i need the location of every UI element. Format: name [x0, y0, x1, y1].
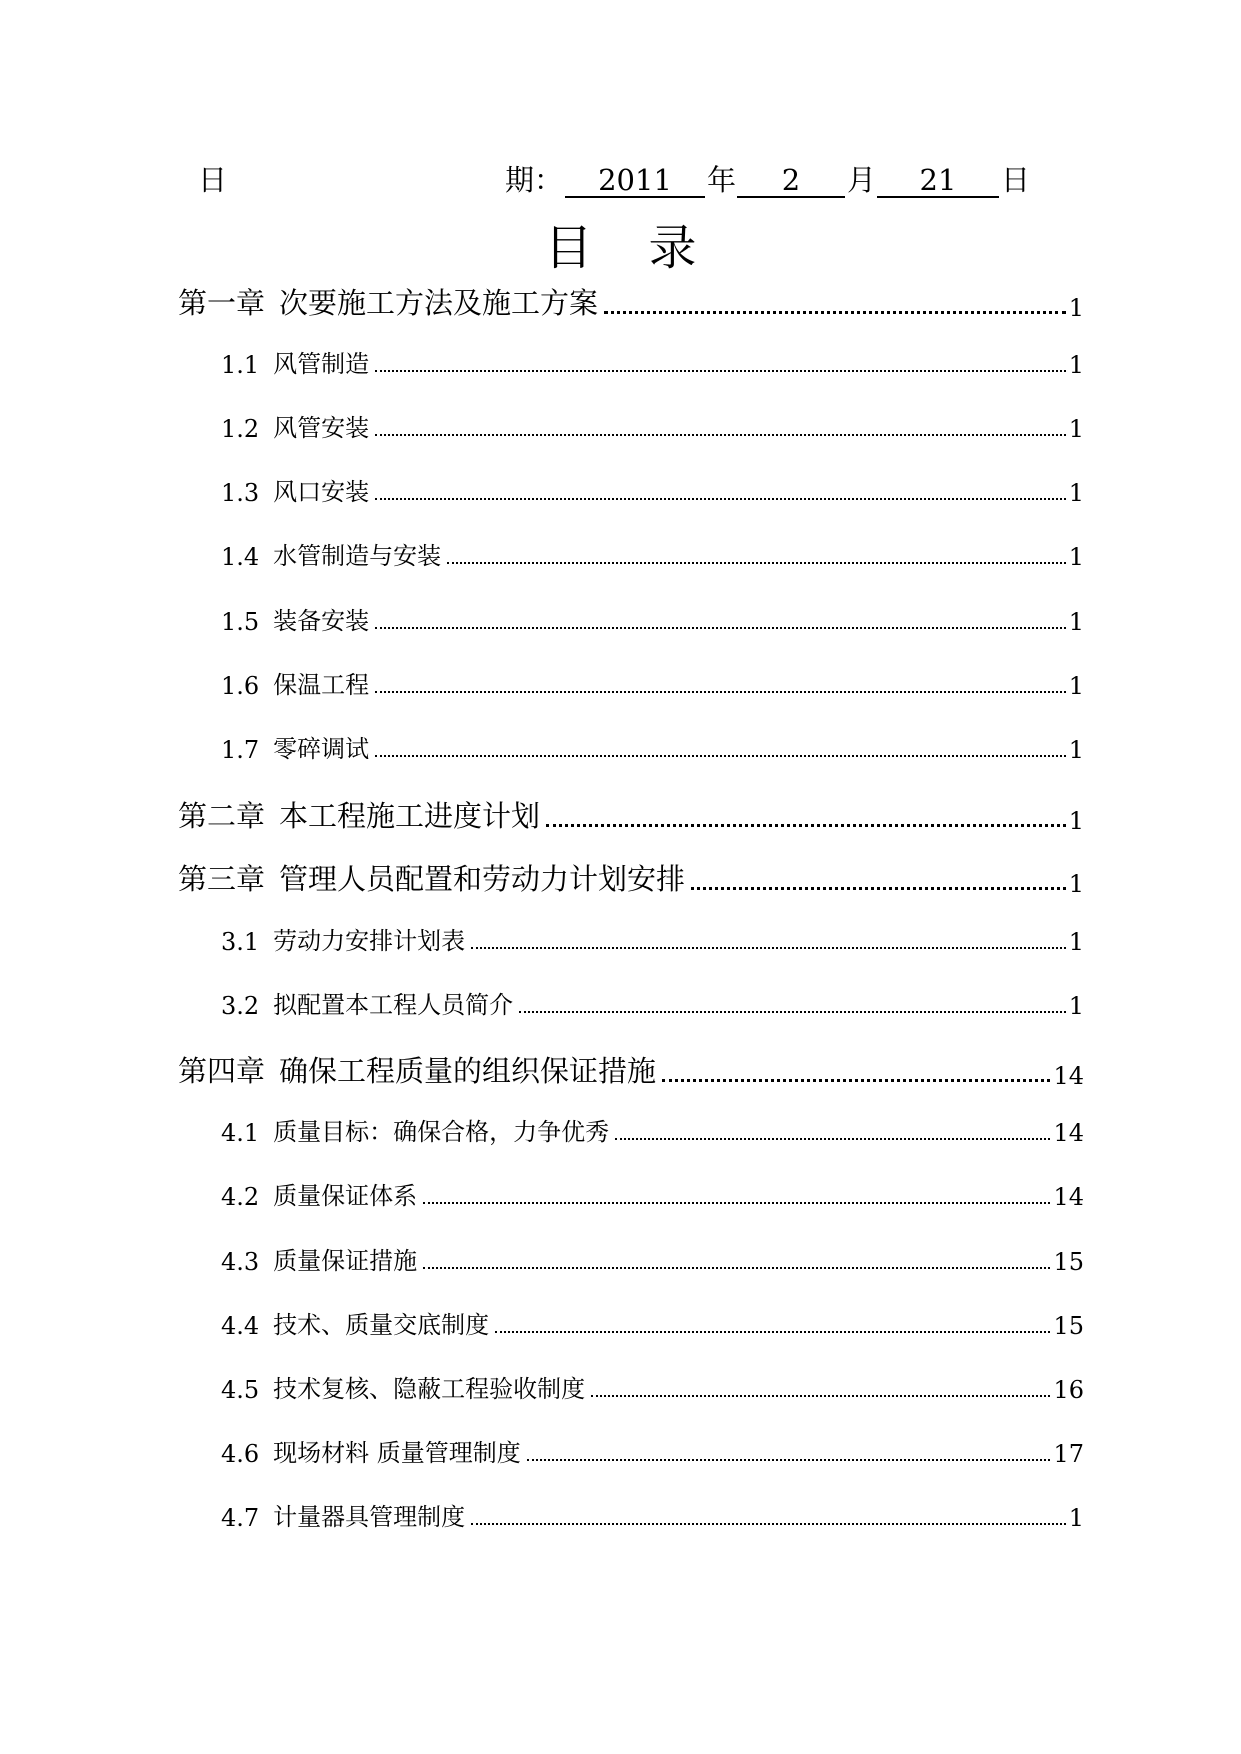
toc-entry-page-number: 1 — [1068, 870, 1084, 898]
toc-entry-number: 3.1 — [221, 928, 260, 956]
toc-entry-label: 零碎调试 — [273, 735, 370, 763]
toc-entry-label: 计量器具管理制度 — [273, 1503, 466, 1531]
toc-dot-leader — [527, 1458, 1051, 1461]
toc-entry-page-number: 1 — [1068, 1504, 1084, 1532]
toc-entry-label: 管理人员配置和劳动力计划安排 — [279, 862, 686, 896]
toc-entry-page-number: 1 — [1068, 928, 1084, 956]
toc-dot-leader — [691, 886, 1066, 890]
date-label-left: 日 — [198, 163, 228, 197]
toc-entry-label: 劳动力安排计划表 — [273, 927, 466, 955]
toc-entry-label: 保温工程 — [273, 671, 370, 699]
toc-dot-leader — [375, 754, 1066, 757]
toc-entry-label: 风口安装 — [273, 478, 370, 506]
toc-dot-leader — [375, 626, 1066, 629]
toc-entry-number: 1.1 — [221, 351, 260, 379]
toc-entry-number: 第一章 — [178, 286, 266, 320]
toc-entry-number: 1.5 — [221, 608, 260, 636]
toc-entry-number: 4.1 — [221, 1119, 260, 1147]
toc-entry-number: 4.7 — [221, 1504, 260, 1532]
date-label-right: 期： — [505, 163, 564, 197]
toc-entry-label: 技术复核、隐蔽工程验收制度 — [273, 1375, 586, 1403]
toc-entry-label: 水管制造与安装 — [273, 542, 442, 570]
toc-entry-page-number: 16 — [1053, 1376, 1084, 1404]
toc-entry-page-number: 14 — [1053, 1183, 1084, 1211]
toc-section-entry[interactable] — [221, 537, 1084, 571]
toc-entry-label: 质量目标：确保合格，力争优秀 — [273, 1118, 610, 1146]
toc-entry-number: 1.4 — [221, 543, 260, 571]
toc-entry-number: 4.2 — [221, 1183, 260, 1211]
toc-entry-label: 本工程施工进度计划 — [279, 799, 541, 833]
toc-entry-page-number: 14 — [1053, 1119, 1084, 1147]
date-month: 2 — [737, 160, 845, 198]
toc-section-entry[interactable] — [221, 409, 1084, 443]
toc-entry-page-number: 1 — [1068, 294, 1084, 322]
toc-title: 目录 — [544, 220, 753, 276]
toc-dot-leader — [615, 1137, 1050, 1140]
toc-chapter-entry[interactable] — [178, 1050, 1084, 1090]
toc-section-entry[interactable] — [221, 986, 1084, 1020]
toc-dot-leader — [546, 823, 1066, 827]
toc-entry-number: 第三章 — [178, 862, 266, 896]
toc-dot-leader — [423, 1201, 1050, 1204]
toc-dot-leader — [471, 946, 1066, 949]
toc-entry-page-number: 1 — [1068, 992, 1084, 1020]
toc-dot-leader — [423, 1266, 1050, 1269]
toc-chapter-entry[interactable] — [178, 282, 1084, 322]
toc-entry-page-number: 14 — [1053, 1062, 1084, 1090]
toc-dot-leader — [591, 1394, 1050, 1397]
toc-dot-leader — [471, 1522, 1066, 1525]
toc-dot-leader — [604, 310, 1066, 314]
date-line — [0, 160, 1241, 200]
toc-section-entry[interactable] — [221, 730, 1084, 764]
toc-entry-number: 第二章 — [178, 799, 266, 833]
toc-entry-number: 1.2 — [221, 415, 260, 443]
toc-section-entry[interactable] — [221, 922, 1084, 956]
toc-section-entry[interactable] — [221, 666, 1084, 700]
toc-entry-page-number: 1 — [1068, 608, 1084, 636]
toc-entry-label: 质量保证体系 — [273, 1182, 418, 1210]
toc-entry-label: 现场材料 质量管理制度 — [273, 1439, 521, 1467]
toc-entry-page-number: 1 — [1068, 351, 1084, 379]
toc-entry-page-number: 17 — [1053, 1440, 1084, 1468]
toc-entry-number: 1.3 — [221, 479, 260, 507]
toc-dot-leader — [375, 690, 1066, 693]
toc-entry-page-number: 1 — [1068, 807, 1084, 835]
toc-entry-number: 1.7 — [221, 736, 260, 764]
toc-entry-page-number: 1 — [1068, 479, 1084, 507]
toc-dot-leader — [447, 561, 1066, 564]
toc-chapter-entry[interactable] — [178, 858, 1084, 898]
toc-section-entry[interactable] — [221, 345, 1084, 379]
date-month-unit: 月 — [847, 163, 877, 197]
toc-entry-page-number: 15 — [1053, 1312, 1084, 1340]
toc-entry-label: 风管制造 — [273, 350, 370, 378]
toc-section-entry[interactable] — [221, 1434, 1084, 1468]
toc-entry-page-number: 1 — [1068, 543, 1084, 571]
toc-section-entry[interactable] — [221, 1242, 1084, 1276]
toc-section-entry[interactable] — [221, 1370, 1084, 1404]
toc-entry-page-number: 1 — [1068, 736, 1084, 764]
toc-dot-leader — [495, 1330, 1050, 1333]
date-year: 2011 — [565, 160, 705, 198]
toc-entry-label: 质量保证措施 — [273, 1247, 418, 1275]
toc-dot-leader — [375, 433, 1066, 436]
toc-entry-number: 4.5 — [221, 1376, 260, 1404]
toc-entry-page-number: 1 — [1068, 415, 1084, 443]
toc-section-entry[interactable] — [221, 1177, 1084, 1211]
toc-entry-number: 4.6 — [221, 1440, 260, 1468]
toc-entry-label: 风管安装 — [273, 414, 370, 442]
toc-section-entry[interactable] — [221, 1498, 1084, 1532]
toc-chapter-entry[interactable] — [178, 795, 1084, 835]
toc-entry-label: 拟配置本工程人员简介 — [273, 991, 514, 1019]
toc-entry-page-number: 15 — [1053, 1248, 1084, 1276]
toc-entry-page-number: 1 — [1068, 672, 1084, 700]
date-day-unit: 日 — [1001, 163, 1031, 197]
toc-dot-leader — [662, 1078, 1050, 1082]
toc-dot-leader — [375, 369, 1066, 372]
toc-section-entry[interactable] — [221, 1113, 1084, 1147]
toc-section-entry[interactable] — [221, 1306, 1084, 1340]
toc-entry-number: 3.2 — [221, 992, 260, 1020]
toc-entry-label: 确保工程质量的组织保证措施 — [279, 1054, 657, 1088]
toc-entry-label: 次要施工方法及施工方案 — [279, 286, 599, 320]
date-day: 21 — [877, 160, 999, 198]
toc-entry-label: 技术、质量交底制度 — [273, 1311, 490, 1339]
toc-section-entry[interactable] — [221, 602, 1084, 636]
toc-section-entry[interactable] — [221, 473, 1084, 507]
toc-entry-label: 装备安装 — [273, 607, 370, 635]
toc-entry-number: 4.3 — [221, 1248, 260, 1276]
toc-entry-number: 1.6 — [221, 672, 260, 700]
toc-entry-number: 第四章 — [178, 1054, 266, 1088]
toc-dot-leader — [375, 497, 1066, 500]
date-year-unit: 年 — [707, 163, 737, 197]
toc-dot-leader — [519, 1010, 1066, 1013]
toc-entry-number: 4.4 — [221, 1312, 260, 1340]
